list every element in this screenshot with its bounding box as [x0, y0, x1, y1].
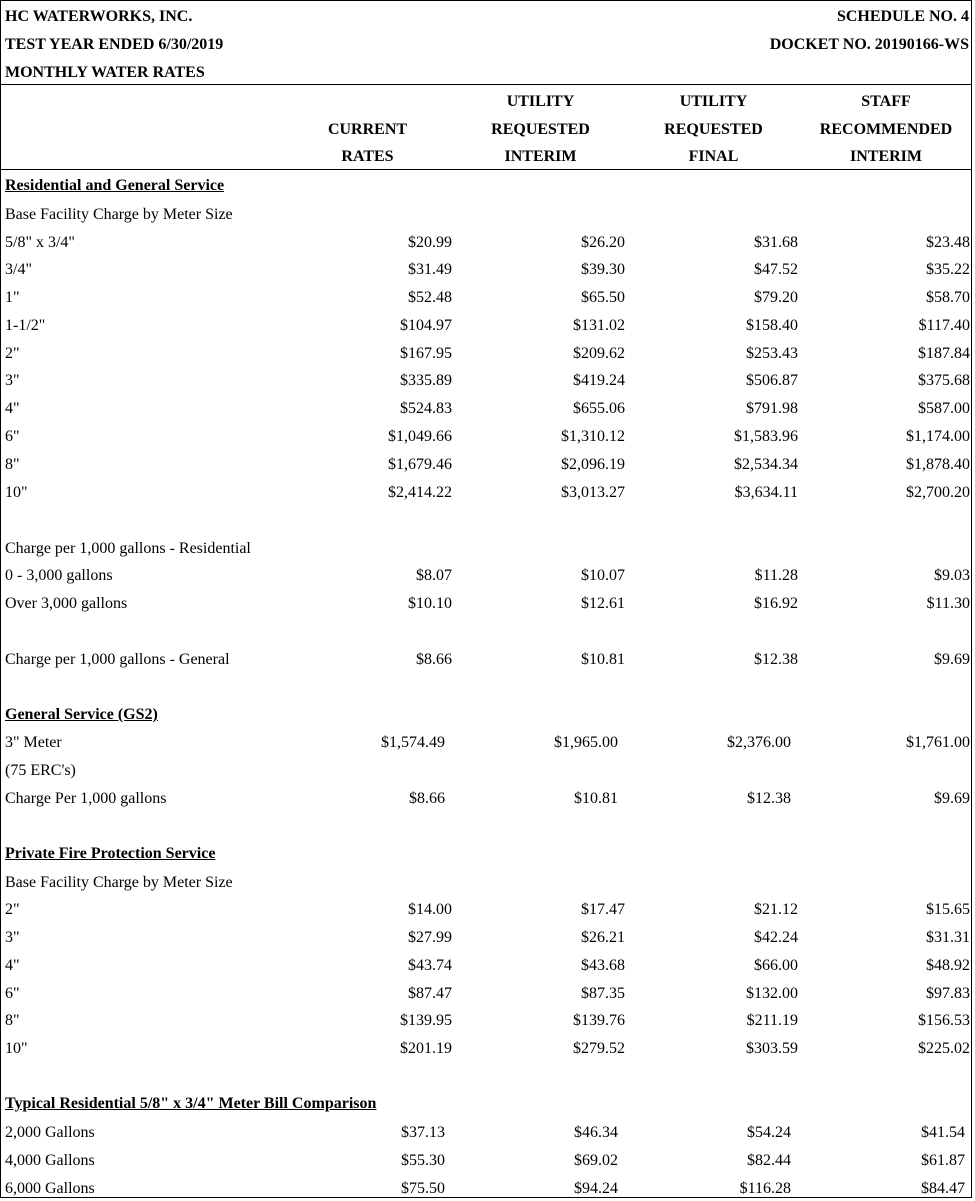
- row-label: 4": [5, 957, 20, 974]
- row-label: 3" Meter: [5, 734, 62, 751]
- value-util-interim: $10.07: [581, 567, 625, 584]
- row-label: Over 3,000 gallons: [5, 595, 128, 612]
- col-current-line3: RATES: [341, 148, 394, 165]
- value-current: $524.83: [400, 400, 452, 417]
- value-util-final: $158.40: [746, 317, 798, 334]
- value-util-final: $47.52: [754, 261, 798, 278]
- value-util-interim: $10.81: [574, 790, 618, 807]
- value-util-final: $82.44: [747, 1152, 791, 1169]
- value-staff: $97.83: [926, 985, 970, 1002]
- value-util-final: $11.28: [754, 567, 798, 584]
- value-staff: $35.22: [926, 261, 970, 278]
- row-label: 2": [5, 345, 20, 362]
- value-staff: $117.40: [918, 317, 970, 334]
- value-current: $167.95: [400, 345, 452, 362]
- residential-subheading: Base Facility Charge by Meter Size: [5, 206, 233, 223]
- value-current: $139.95: [400, 1012, 452, 1029]
- value-current: $31.49: [408, 261, 452, 278]
- value-staff: $587.00: [918, 400, 970, 417]
- value-staff: $187.84: [918, 345, 970, 362]
- value-util-interim: $139.76: [573, 1012, 625, 1029]
- row-label: 1-1/2": [5, 317, 46, 334]
- value-util-interim: $419.24: [573, 372, 625, 389]
- value-util-interim: $279.52: [573, 1040, 625, 1057]
- value-util-final: $12.38: [754, 651, 798, 668]
- value-util-final: $303.59: [746, 1040, 798, 1057]
- value-util-interim: $209.62: [573, 345, 625, 362]
- erc-note: (75 ERC's): [5, 762, 76, 779]
- value-util-interim: $46.34: [574, 1124, 618, 1141]
- row-label: 8": [5, 1012, 20, 1029]
- value-current: $8.66: [409, 790, 445, 807]
- col-staff-line1: STAFF: [861, 93, 911, 110]
- row-label: 1": [5, 289, 20, 306]
- value-util-interim: $43.68: [581, 957, 625, 974]
- value-staff: $1,761.00: [906, 734, 970, 751]
- row-label: 6": [5, 428, 20, 445]
- row-label: 10": [5, 1040, 28, 1057]
- gs2-heading: General Service (GS2): [5, 706, 158, 723]
- residential-heading: Residential and General Service: [5, 177, 225, 194]
- value-staff: $225.02: [918, 1040, 970, 1057]
- value-util-final: $12.38: [747, 790, 791, 807]
- value-util-interim: $26.21: [581, 929, 625, 946]
- column-header-divider: [0, 169, 972, 170]
- value-staff: $41.54: [921, 1124, 965, 1141]
- value-current: $14.00: [408, 901, 452, 918]
- value-util-final: $211.19: [746, 1012, 798, 1029]
- col-util-final-line1: UTILITY: [679, 93, 748, 110]
- value-staff: $1,174.00: [906, 428, 970, 445]
- value-util-final: $1,583.96: [734, 428, 798, 445]
- value-staff: $2,700.20: [906, 484, 970, 501]
- gallons-residential-label: Charge per 1,000 gallons - Residential: [5, 540, 251, 557]
- value-current: $37.13: [401, 1124, 445, 1141]
- value-current: $20.99: [408, 234, 452, 251]
- value-current: $1,049.66: [388, 428, 452, 445]
- value-util-final: $42.24: [754, 929, 798, 946]
- row-label: 4,000 Gallons: [5, 1152, 95, 1169]
- value-current: $87.47: [408, 985, 452, 1002]
- header-divider: [0, 84, 972, 85]
- row-label: 3/4": [5, 261, 32, 278]
- value-util-final: $66.00: [754, 957, 798, 974]
- schedule-number: SCHEDULE NO. 4: [836, 8, 969, 25]
- value-current: $1,574.49: [381, 734, 445, 751]
- col-util-final-line3: FINAL: [688, 148, 739, 165]
- value-util-final: $2,534.34: [734, 456, 798, 473]
- value-current: $8.66: [416, 651, 452, 668]
- row-label: 2,000 Gallons: [5, 1124, 95, 1141]
- value-current: $10.10: [408, 595, 452, 612]
- value-util-final: $79.20: [754, 289, 798, 306]
- value-util-interim: $10.81: [581, 651, 625, 668]
- value-staff: $31.31: [926, 929, 970, 946]
- value-current: $27.99: [408, 929, 452, 946]
- value-util-interim: $26.20: [581, 234, 625, 251]
- value-current: $75.50: [401, 1180, 445, 1197]
- row-label: 2": [5, 901, 20, 918]
- value-util-final: $116.28: [739, 1180, 791, 1197]
- value-util-interim: $1,965.00: [554, 734, 618, 751]
- col-util-interim-line1: UTILITY: [506, 93, 575, 110]
- row-label: 6,000 Gallons: [5, 1180, 95, 1197]
- value-current: $201.19: [400, 1040, 452, 1057]
- row-label: 8": [5, 456, 20, 473]
- value-staff: $375.68: [918, 372, 970, 389]
- row-label: 3": [5, 372, 20, 389]
- value-current: $1,679.46: [388, 456, 452, 473]
- value-util-final: $3,634.11: [734, 484, 798, 501]
- value-staff: $9.69: [934, 651, 970, 668]
- value-staff: $156.53: [918, 1012, 970, 1029]
- value-util-final: $791.98: [746, 400, 798, 417]
- fire-subheading: Base Facility Charge by Meter Size: [5, 874, 233, 891]
- value-util-interim: $87.35: [581, 985, 625, 1002]
- value-util-final: $31.68: [754, 234, 798, 251]
- col-util-final-line2: REQUESTED: [664, 121, 763, 138]
- docket-number: DOCKET NO. 20190166-WS: [769, 36, 969, 53]
- value-util-interim: $1,310.12: [561, 428, 625, 445]
- value-util-interim: $655.06: [573, 400, 625, 417]
- col-util-interim-line2: REQUESTED: [491, 121, 590, 138]
- row-label: 10": [5, 484, 28, 501]
- value-current: $43.74: [408, 957, 452, 974]
- value-staff: $23.48: [926, 234, 970, 251]
- row-label: 3": [5, 929, 20, 946]
- value-staff: $1,878.40: [906, 456, 970, 473]
- schedule-title: MONTHLY WATER RATES: [5, 64, 205, 81]
- value-current: $52.48: [408, 289, 452, 306]
- value-staff: $9.69: [934, 790, 970, 807]
- fire-heading: Private Fire Protection Service: [5, 845, 216, 862]
- value-util-interim: $3,013.27: [561, 484, 625, 501]
- col-staff-line3: INTERIM: [849, 148, 922, 165]
- col-util-interim-line3: INTERIM: [504, 148, 577, 165]
- value-staff: $11.30: [926, 595, 970, 612]
- value-util-final: $21.12: [754, 901, 798, 918]
- value-staff: $58.70: [926, 289, 970, 306]
- row-label: 0 - 3,000 gallons: [5, 567, 113, 584]
- value-staff: $84.47: [921, 1180, 965, 1197]
- row-label: 5/8" x 3/4": [5, 234, 75, 251]
- value-util-final: $16.92: [754, 595, 798, 612]
- col-current-line2: CURRENT: [327, 121, 408, 138]
- value-util-final: $132.00: [746, 985, 798, 1002]
- value-util-final: $2,376.00: [727, 734, 791, 751]
- value-util-interim: $65.50: [581, 289, 625, 306]
- value-staff: $61.87: [921, 1152, 965, 1169]
- value-current: $8.07: [416, 567, 452, 584]
- value-util-interim: $2,096.19: [561, 456, 625, 473]
- col-staff-line2: RECOMMENDED: [819, 121, 953, 138]
- value-util-interim: $69.02: [574, 1152, 618, 1169]
- bill-comparison-heading: Typical Residential 5/8" x 3/4" Meter Bill Comparison: [5, 1095, 377, 1112]
- row-label: 6": [5, 985, 20, 1002]
- value-current: $335.89: [400, 372, 452, 389]
- value-staff: $15.65: [926, 901, 970, 918]
- value-current: $2,414.22: [388, 484, 452, 501]
- value-util-final: $54.24: [747, 1124, 791, 1141]
- test-year: TEST YEAR ENDED 6/30/2019: [5, 36, 224, 53]
- value-staff: $9.03: [934, 567, 970, 584]
- company-name: HC WATERWORKS, INC.: [5, 8, 193, 25]
- value-staff: $48.92: [926, 957, 970, 974]
- value-util-final: $506.87: [746, 372, 798, 389]
- value-current: $55.30: [401, 1152, 445, 1169]
- value-util-interim: $131.02: [573, 317, 625, 334]
- row-label: Charge Per 1,000 gallons: [5, 790, 167, 807]
- value-util-interim: $94.24: [574, 1180, 618, 1197]
- value-util-interim: $17.47: [581, 901, 625, 918]
- value-util-interim: $12.61: [581, 595, 625, 612]
- value-util-interim: $39.30: [581, 261, 625, 278]
- row-label: Charge per 1,000 gallons - General: [5, 651, 230, 668]
- row-label: 4": [5, 400, 20, 417]
- value-util-final: $253.43: [746, 345, 798, 362]
- value-current: $104.97: [400, 317, 452, 334]
